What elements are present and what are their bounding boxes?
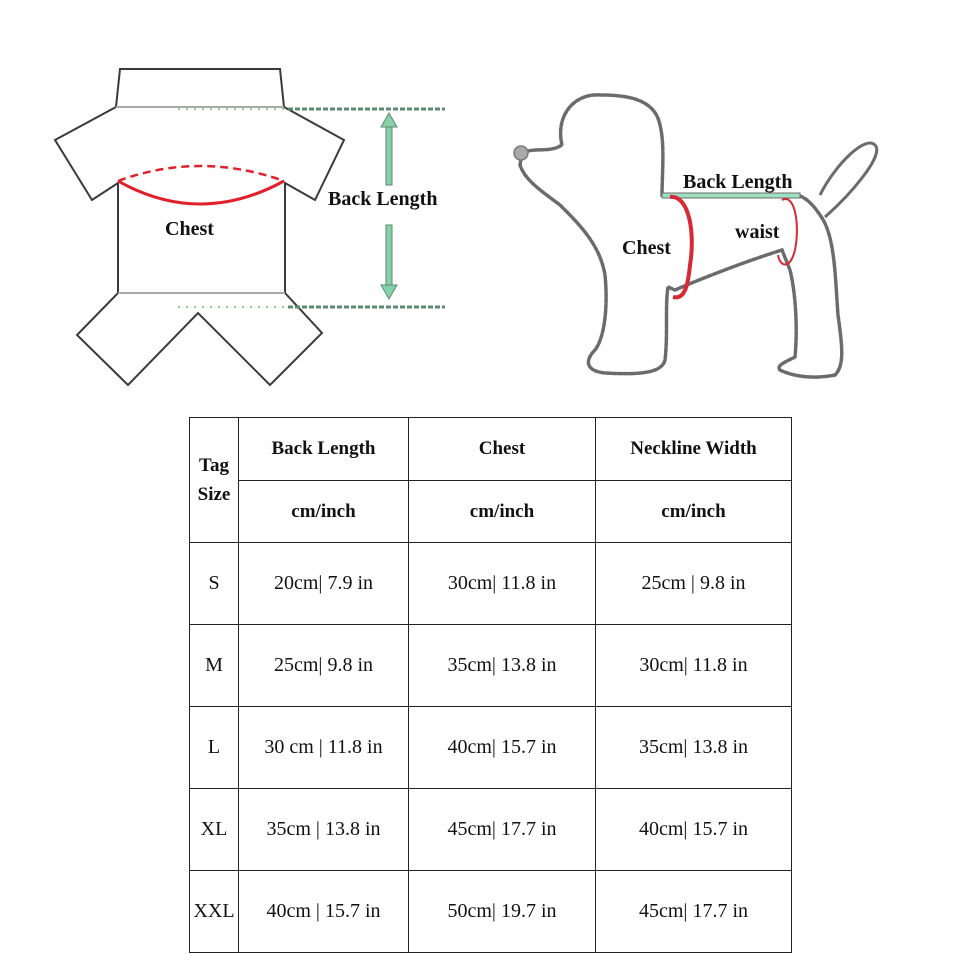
- garment-back-length-label: Back Length: [328, 188, 438, 210]
- dog-back-length-label: Back Length: [683, 171, 793, 193]
- neckline-cell: 45cm| 17.7 in: [596, 871, 792, 953]
- size-cell: S: [190, 543, 239, 625]
- chest-cell: 35cm| 13.8 in: [409, 625, 596, 707]
- table-units-row: [190, 481, 792, 543]
- table-header-row: [190, 418, 792, 481]
- back-length-cell: 35cm | 13.8 in: [239, 789, 409, 871]
- neckline-cell: 25cm | 9.8 in: [596, 543, 792, 625]
- chest-cell: 30cm| 11.8 in: [409, 543, 596, 625]
- garment-diagram: [40, 55, 470, 395]
- tag-size-header: [190, 418, 239, 543]
- garment-outline-icon: [40, 55, 470, 395]
- tag-header-line1: Tag: [199, 455, 229, 476]
- size-cell: L: [190, 707, 239, 789]
- back-length-unit: cm/inch: [239, 481, 409, 543]
- dog-diagram: [490, 75, 900, 395]
- dog-waist-label: waist: [735, 221, 780, 243]
- table-row: [190, 543, 792, 625]
- neckline-cell: 35cm| 13.8 in: [596, 707, 792, 789]
- back-length-cell: 20cm| 7.9 in: [239, 543, 409, 625]
- neckline-unit: cm/inch: [596, 481, 792, 543]
- chest-header: Chest: [409, 418, 596, 481]
- neckline-cell: 40cm| 15.7 in: [596, 789, 792, 871]
- chest-cell: 45cm| 17.7 in: [409, 789, 596, 871]
- size-cell: XXL: [190, 871, 239, 953]
- back-length-cell: 25cm| 9.8 in: [239, 625, 409, 707]
- dog-chest-label: Chest: [622, 237, 671, 259]
- neckline-cell: 30cm| 11.8 in: [596, 625, 792, 707]
- back-length-cell: 30 cm | 11.8 in: [239, 707, 409, 789]
- size-cell: XL: [190, 789, 239, 871]
- back-length-cell: 40cm | 15.7 in: [239, 871, 409, 953]
- chest-cell: 40cm| 15.7 in: [409, 707, 596, 789]
- table-row: [190, 707, 792, 789]
- chest-cell: 50cm| 19.7 in: [409, 871, 596, 953]
- neckline-width-header: Neckline Width: [596, 418, 792, 481]
- garment-chest-label: Chest: [165, 218, 214, 240]
- table-row: [190, 625, 792, 707]
- size-cell: M: [190, 625, 239, 707]
- size-chart-table: [189, 417, 792, 953]
- chest-unit: cm/inch: [409, 481, 596, 543]
- tag-header-line2: Size: [197, 484, 231, 505]
- table-row: [190, 871, 792, 953]
- table-row: [190, 789, 792, 871]
- dog-silhouette-icon: [490, 75, 900, 395]
- back-length-header: Back Length: [239, 418, 409, 481]
